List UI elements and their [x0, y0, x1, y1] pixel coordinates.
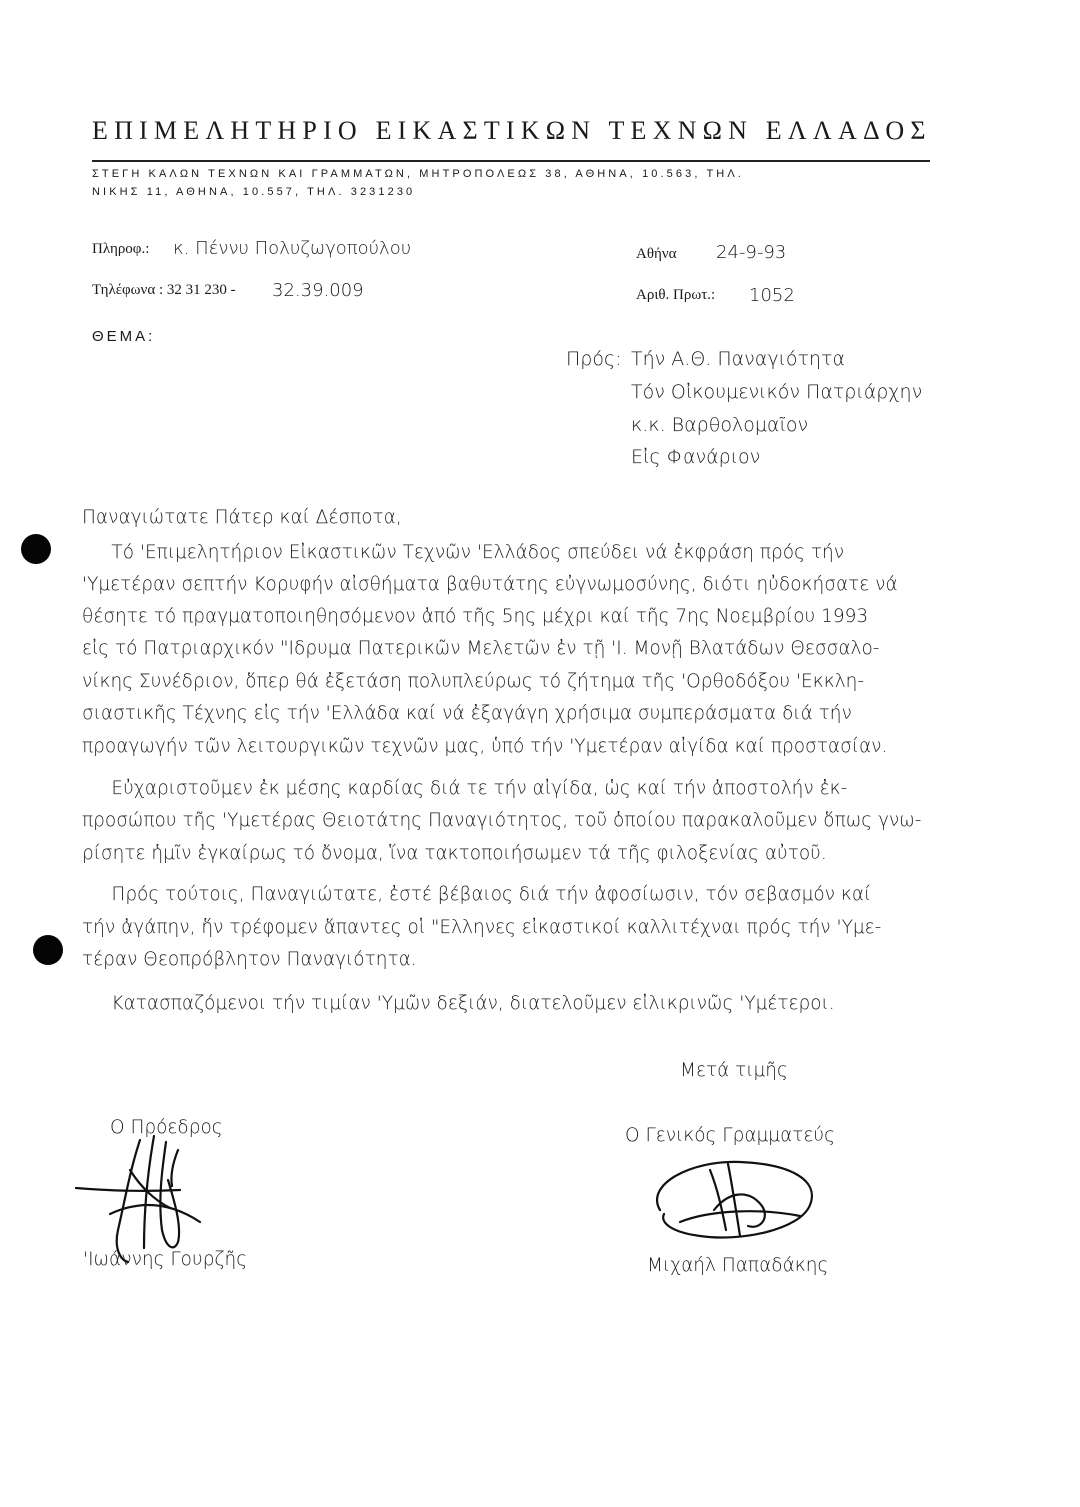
body-line: τήν ἀγάπην, ἥν τρέφομεν ἅπαντες οἱ "Ελληνες εἰκαστικοί καλλιτέχναι πρός τήν 'Υμε-: [82, 917, 882, 938]
body-line: Τό 'Επιμελητήριον Εἰκαστικῶν Τεχνῶν 'Ελλάδος σπεύδει νά ἐκφράση πρός τήν: [82, 542, 845, 563]
salutation: Παναγιώτατε Πάτερ καί Δέσποτα,: [82, 507, 402, 528]
body-line: εἰς τό Πατριαρχικόν "Ιδρυμα Πατερικῶν Μελετῶν ἐν τῇ 'Ι. Μονῇ Βλατάδων Θεσσαλο-: [82, 638, 880, 659]
addressee-line: Τήν Α.Θ. Παναγιότητα: [631, 348, 845, 370]
protocol-label: Αριθ. Πρωτ.:: [636, 287, 716, 303]
body-line: Κατασπαζόμενοι τήν τιμίαν 'Υμῶν δεξιάν, διατελοῦμεν εἰλικρινῶς 'Υμέτεροι.: [82, 993, 835, 1014]
secretary-signature: [640, 1150, 840, 1260]
closing: Μετά τιμῆς: [680, 1060, 788, 1081]
info-value: κ. Πέννυ Πολυζωγοπούλου: [173, 238, 412, 259]
organization-title: ΕΠΙΜΕΛΗΤΗΡΙΟ ΕΙΚΑΣΤΙΚΩΝ ΤΕΧΝΩΝ ΕΛΛΑΔΟΣ: [92, 116, 932, 145]
body-line: νίκης Συνέδριον, ὅπερ θά ἐξετάση πολυπλεύρως τό ζήτημα τῆς 'Ορθοδόξου 'Εκκλη-: [82, 671, 865, 692]
body-line: 'Υμετέραν σεπτήν Κορυφήν αἰσθήματα βαθυτάτης εὐγνωμοσύνης, διότι ηὐδοκήσατε νά: [82, 574, 898, 595]
address-line-1: ΣΤΕΓΗ ΚΑΛΩΝ ΤΕΧΝΩΝ ΚΑΙ ΓΡΑΜΜΑΤΩΝ, ΜΗΤΡΟΠΟΛΕΩΣ 38, ΑΘΗΝΑ, 10.563, ΤΗΛ.: [92, 168, 744, 180]
letter-date: 24-9-93: [716, 242, 787, 263]
right-signatory-name: Μιχαήλ Παπαδάκης: [647, 1255, 829, 1276]
body-line: Εὐχαριστοῦμεν ἐκ μέσης καρδίας διά τε τήν αἰγίδα, ὡς καί τήν ἀποστολήν ἐκ-: [82, 778, 848, 799]
body-line: προσώπου τῆς 'Υμετέρας Θειοτάτης Παναγιότητος, τοῦ ὁποίου παρακαλοῦμεν ὅπως γνω-: [82, 810, 922, 831]
phone-value: 32.39.009: [272, 280, 364, 301]
place-label: Αθήνα: [636, 246, 677, 262]
letterhead-divider: [92, 160, 930, 162]
left-signatory-name: 'Ιωάννης Γουρζῆς: [83, 1249, 248, 1270]
body-line: σιαστικῆς Τέχνης εἰς τήν 'Ελλάδα καί νά ἐξαγάγη χρήσιμα συμπεράσματα διά τήν: [82, 703, 852, 724]
body-line: Πρός τούτοις, Παναγιώτατε, ἐστέ βέβαιος διά τήν ἀφοσίωσιν, τόν σεβασμόν καί: [82, 884, 872, 905]
info-label: Πληροφ.:: [92, 241, 150, 257]
left-signatory-title: Ο Πρόεδρος: [110, 1117, 223, 1138]
punch-hole: [21, 534, 51, 564]
subject-label: ΘΕΜΑ:: [92, 328, 156, 345]
punch-hole: [33, 935, 63, 965]
addressee-line: Εἰς Φανάριον: [631, 446, 761, 468]
president-signature: [70, 1130, 230, 1270]
body-line: θέσητε τό πραγματοποιηθησόμενον ἀπό τῆς 5ης μέχρι καί τῆς 7ης Νοεμβρίου 1993: [82, 606, 869, 627]
address-line-2: ΝΙΚΗΣ 11, ΑΘΗΝΑ, 10.557, ΤΗΛ. 3231230: [92, 186, 416, 198]
phone-label: Τηλέφωνα : 32 31 230 -: [92, 282, 236, 298]
body-line: προαγωγήν τῶν λειτουργικῶν τεχνῶν μας, ὑπό τήν 'Υμετέραν αἰγίδα καί προστασίαν.: [82, 736, 888, 757]
addressee-line: Τόν Οἰκουμενικόν Πατριάρχην: [631, 381, 923, 403]
body-line: ρίσητε ἡμῖν ἐγκαίρως τό ὄνομα, ἵνα τακτοποιήσωμεν τά τῆς φιλοξενίας αὐτοῦ.: [82, 843, 827, 864]
right-signatory-title: Ο Γενικός Γραμματεύς: [625, 1125, 835, 1146]
protocol-number: 1052: [749, 285, 795, 306]
addressee-prefix: Πρός:: [566, 348, 622, 370]
addressee-line: κ.κ. Βαρθολομαῖον: [631, 414, 809, 436]
body-line: τέραν Θεοπρόβλητον Παναγιότητα.: [82, 949, 417, 970]
